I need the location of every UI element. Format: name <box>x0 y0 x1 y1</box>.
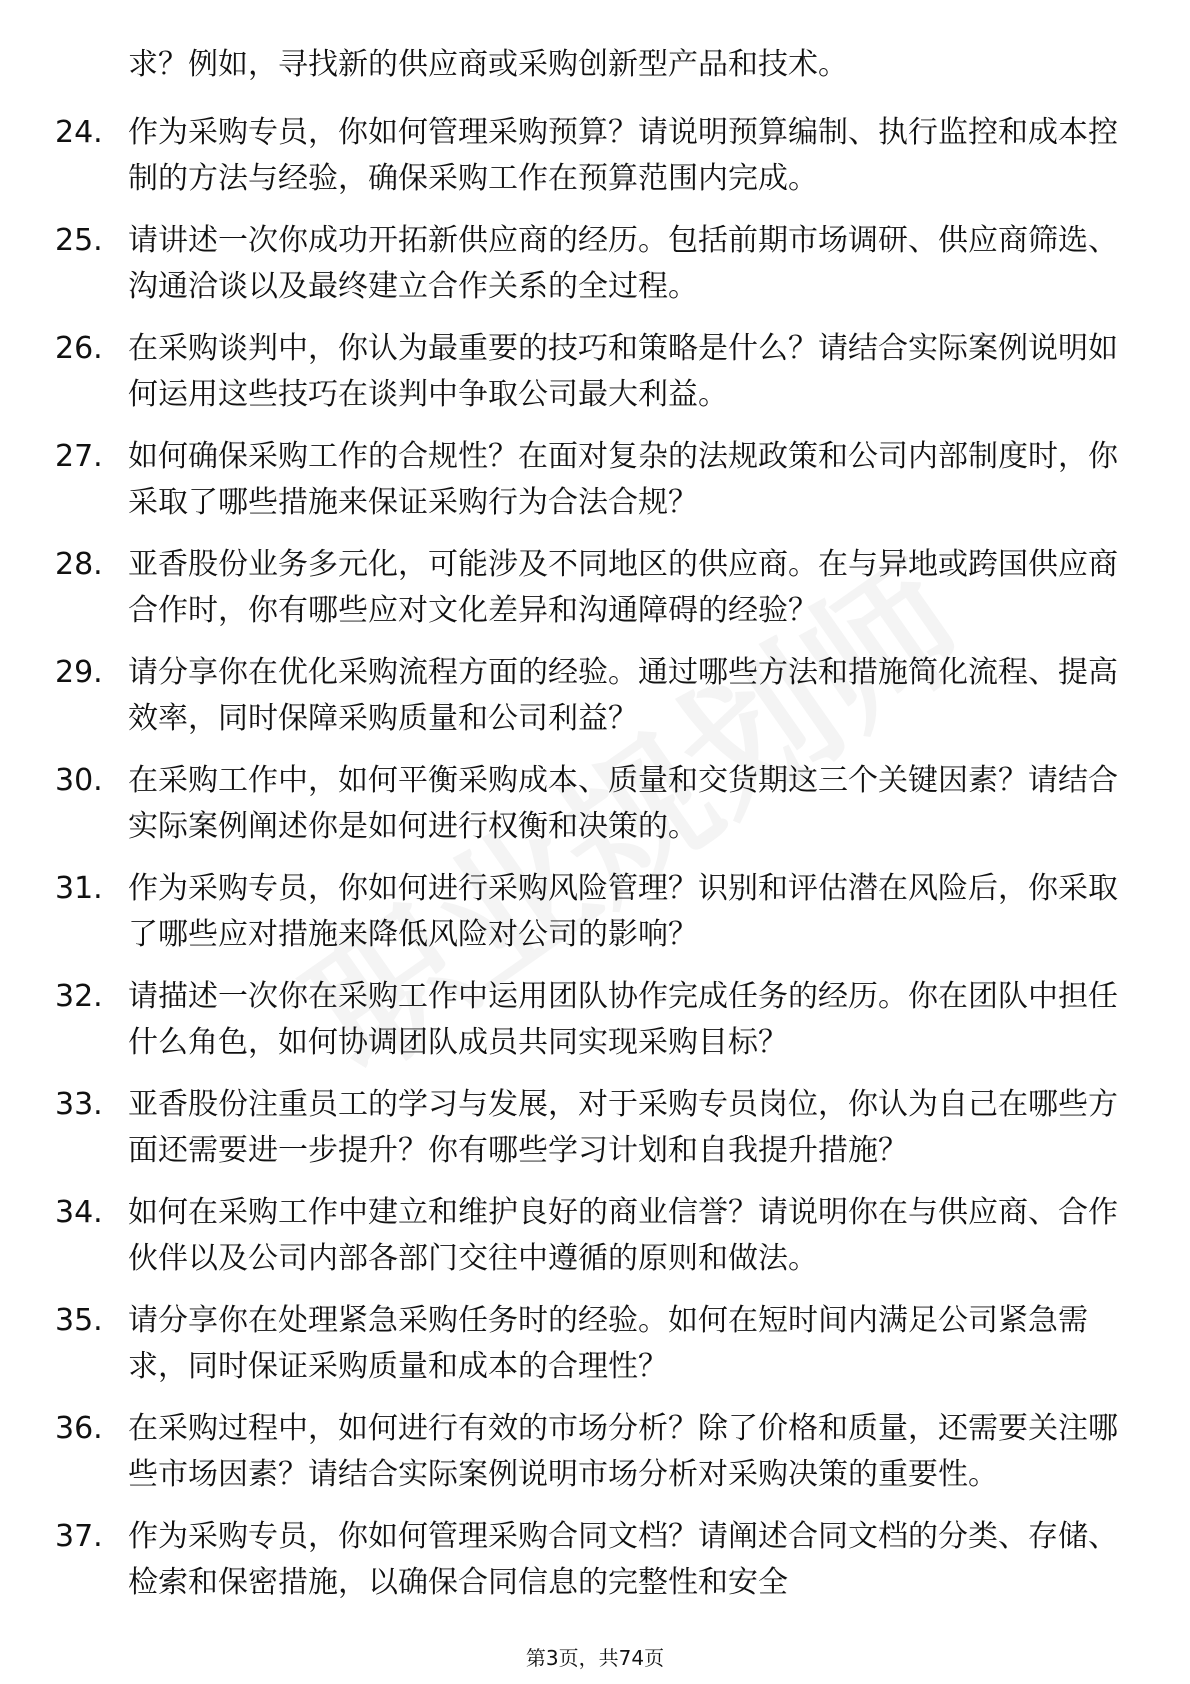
question-text: 在采购谈判中，你认为最重要的技巧和策略是什么？请结合实际案例说明如何运用这些技巧在谈判中争取公司最大利益。 <box>128 331 1118 412</box>
question-text: 请分享你在优化采购流程方面的经验。通过哪些方法和措施简化流程、提高效率，同时保障采购质量和公司利益？ <box>128 655 1118 736</box>
question-text: 在采购工作中，如何平衡采购成本、质量和交货期这三个关键因素？请结合实际案例阐述你是如何进行权衡和决策的。 <box>128 763 1118 844</box>
question-text: 作为采购专员，你如何进行采购风险管理？识别和评估潜在风险后，你采取了哪些应对措施来降低风险对公司的影响？ <box>128 871 1118 952</box>
list-item <box>0 1406 1118 1498</box>
list-item <box>0 650 1118 742</box>
question-number: 26. <box>55 331 103 366</box>
question-text: 作为采购专员，你如何管理采购合同文档？请阐述合同文档的分类、存储、检索和保密措施，以确保合同信息的完整性和安全 <box>128 1519 1118 1600</box>
question-text: 作为采购专员，你如何管理采购预算？请说明预算编制、执行监控和成本控制的方法与经验，确保采购工作在预算范围内完成。 <box>128 115 1118 196</box>
page-footer: 第3页，共74页 <box>525 1646 665 1670</box>
list-item <box>0 434 1118 526</box>
question-text: 请描述一次你在采购工作中运用团队协作完成任务的经历。你在团队中担任什么角色，如何协调团队成员共同实现采购目标？ <box>128 979 1118 1060</box>
question-number: 36. <box>55 1411 103 1446</box>
list-item <box>0 1514 1118 1606</box>
question-number: 24. <box>55 115 103 150</box>
question-number: 33. <box>55 1087 103 1122</box>
question-number: 32. <box>55 979 103 1014</box>
question-number: 37. <box>55 1519 103 1554</box>
list-item <box>0 218 1118 310</box>
list-item <box>0 974 1118 1066</box>
question-number: 29. <box>55 655 103 690</box>
question-text: 在采购过程中，如何进行有效的市场分析？除了价格和质量，还需要关注哪些市场因素？请结合实际案例说明市场分析对采购决策的重要性。 <box>128 1411 1118 1492</box>
list-item <box>0 1298 1118 1390</box>
list-item <box>0 326 1118 418</box>
list-item <box>0 1082 1118 1174</box>
question-list <box>0 110 1190 1622</box>
list-item <box>0 110 1118 202</box>
question-text: 如何确保采购工作的合规性？在面对复杂的法规政策和公司内部制度时，你采取了哪些措施来保证采购行为合法合规？ <box>128 439 1118 520</box>
question-number: 27. <box>55 439 103 474</box>
question-number: 34. <box>55 1195 103 1230</box>
list-item <box>0 542 1118 634</box>
continuation-text: 求？例如，寻找新的供应商或采购创新型产品和技术。 <box>128 47 848 82</box>
question-number: 35. <box>55 1303 103 1338</box>
question-number: 28. <box>55 547 103 582</box>
question-text: 请讲述一次你成功开拓新供应商的经历。包括前期市场调研、供应商筛选、沟通洽谈以及最终建立合作关系的全过程。 <box>128 223 1118 304</box>
question-text: 亚香股份业务多元化，可能涉及不同地区的供应商。在与异地或跨国供应商合作时，你有哪些应对文化差异和沟通障碍的经验？ <box>128 547 1118 628</box>
question-text: 如何在采购工作中建立和维护良好的商业信誉？请说明你在与供应商、合作伙伴以及公司内部各部门交往中遵循的原则和做法。 <box>128 1195 1118 1276</box>
question-number: 30. <box>55 763 103 798</box>
list-item <box>0 866 1118 958</box>
list-item <box>0 758 1118 850</box>
question-text: 亚香股份注重员工的学习与发展，对于采购专员岗位，你认为自己在哪些方面还需要进一步提升？你有哪些学习计划和自我提升措施？ <box>128 1087 1118 1168</box>
question-text: 请分享你在处理紧急采购任务时的经验。如何在短时间内满足公司紧急需求，同时保证采购质量和成本的合理性？ <box>128 1303 1088 1384</box>
question-number: 31. <box>55 871 103 906</box>
question-number: 25. <box>55 223 103 258</box>
list-item <box>0 1190 1118 1282</box>
